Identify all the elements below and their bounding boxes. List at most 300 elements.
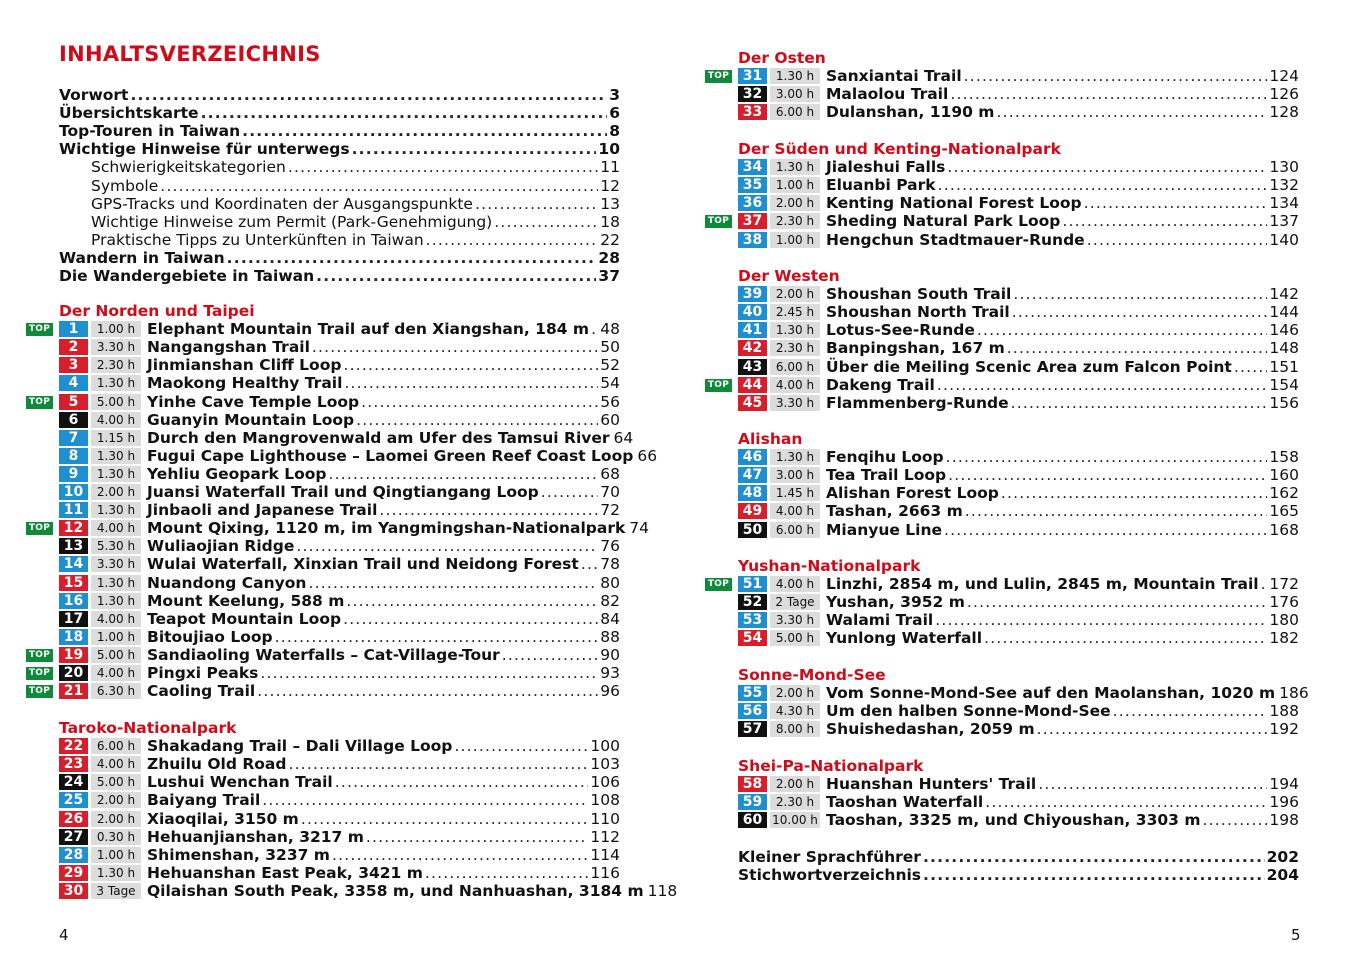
leader-dots xyxy=(425,864,589,882)
leader-dots xyxy=(1087,231,1268,249)
toc-entry-label: Übersichtskarte xyxy=(59,104,199,123)
tour-duration: 4.00 h xyxy=(770,576,820,592)
tour-duration: 4.00 h xyxy=(91,611,141,627)
tour-number: 15 xyxy=(59,575,88,591)
top-tour-badge: TOP xyxy=(705,578,732,591)
leader-dots xyxy=(946,448,1268,466)
tour-entry-page: 93 xyxy=(600,664,620,682)
leader-dots xyxy=(965,502,1268,520)
leader-dots xyxy=(923,866,1265,884)
tour-entry-page: 172 xyxy=(1269,575,1299,594)
tour-entry xyxy=(826,394,1299,412)
tour-duration: 2.45 h xyxy=(770,304,820,320)
tour-entry-label: Malaolou Trail xyxy=(826,85,949,104)
tour-entry xyxy=(147,791,620,809)
tour-entry xyxy=(147,519,650,538)
tour-entry xyxy=(147,465,620,483)
tour-entry xyxy=(147,773,620,791)
tour-entry xyxy=(826,484,1299,502)
leader-dots xyxy=(1038,775,1267,793)
tour-duration: 0.30 h xyxy=(91,829,141,845)
tour-entry-page: 194 xyxy=(1269,775,1299,794)
tour-entry xyxy=(147,646,620,664)
tour-entry-page: 192 xyxy=(1269,720,1299,739)
tour-duration: 2.00 h xyxy=(91,792,141,808)
tour-entry-label: Shimenshan, 3237 m xyxy=(147,845,330,864)
tour-entry-page: 64 xyxy=(613,428,634,447)
toc-entry-page: 18 xyxy=(600,212,620,231)
tour-duration: 2.00 h xyxy=(770,195,820,211)
tour-number: 17 xyxy=(59,611,88,627)
leader-dots xyxy=(502,646,598,664)
toc-entry-page: 3 xyxy=(609,86,620,104)
leader-dots xyxy=(1203,811,1268,829)
tour-entry xyxy=(826,702,1299,720)
tour-number: 43 xyxy=(738,359,767,375)
tour-number: 30 xyxy=(59,883,88,899)
tour-entry-label: Jinmianshan Cliff Loop xyxy=(147,356,342,375)
tour-entry-page: 108 xyxy=(590,791,620,810)
tour-entry-label: Shoushan North Trail xyxy=(826,303,1010,322)
tour-entry xyxy=(826,303,1299,321)
tour-entry-label: Nangangshan Trail xyxy=(147,338,310,357)
tour-entry xyxy=(826,376,1299,394)
leader-dots xyxy=(379,501,598,519)
tour-duration: 2.00 h xyxy=(770,286,820,302)
leader-dots xyxy=(591,320,598,338)
tour-entry-page: 84 xyxy=(600,609,620,628)
tour-duration: 1.30 h xyxy=(91,466,141,482)
tour-entry xyxy=(147,356,620,374)
tour-entry xyxy=(147,501,620,519)
tour-entry-label: Huanshan Hunters' Trail xyxy=(826,775,1037,794)
tour-entry-label: Qilaishan South Peak, 3358 m, und Nanhuashan, 3184 m xyxy=(147,881,644,900)
tour-duration: 6.30 h xyxy=(91,683,141,699)
tour-entry xyxy=(147,393,620,411)
section-title: Der Süden und Kenting-Nationalpark xyxy=(738,140,1061,158)
tour-number: 20 xyxy=(59,665,88,681)
tour-entry-page: 146 xyxy=(1269,321,1299,340)
leader-dots xyxy=(301,810,589,828)
tour-number: 12 xyxy=(59,520,88,536)
tour-entry-label: Lushui Wenchan Trail xyxy=(147,773,333,792)
tour-duration: 5.00 h xyxy=(91,394,141,410)
tour-duration: 3.30 h xyxy=(91,556,141,572)
tour-duration: 5.00 h xyxy=(91,774,141,790)
tour-number: 26 xyxy=(59,811,88,827)
tour-entry-page: 80 xyxy=(600,573,620,592)
tour-number: 22 xyxy=(59,738,88,754)
tour-duration: 4.00 h xyxy=(770,503,820,519)
tour-duration: 1.00 h xyxy=(91,847,141,863)
tour-number: 8 xyxy=(59,448,88,464)
tour-entry-page: 186 xyxy=(1279,684,1309,703)
tour-entry-page: 148 xyxy=(1269,339,1299,358)
tour-duration: 2.30 h xyxy=(770,340,820,356)
tour-duration: 5.00 h xyxy=(91,647,141,663)
tour-duration: 4.00 h xyxy=(91,756,141,772)
tour-number: 34 xyxy=(738,159,767,175)
tour-duration: 3.30 h xyxy=(770,395,820,411)
tour-duration: 6.00 h xyxy=(770,522,820,538)
toc-entry xyxy=(91,231,620,249)
leader-dots xyxy=(343,610,598,628)
tour-duration: 2.00 h xyxy=(770,685,820,701)
tour-duration: 2.30 h xyxy=(91,357,141,373)
tour-entry xyxy=(826,611,1299,629)
leader-dots xyxy=(985,793,1267,811)
toc-entry-page: 13 xyxy=(600,194,620,213)
tour-number: 48 xyxy=(738,485,767,501)
leader-dots xyxy=(967,593,1268,611)
tour-entry-page: 188 xyxy=(1269,702,1299,721)
leader-dots xyxy=(328,465,598,483)
tour-duration: 6.00 h xyxy=(91,738,141,754)
tour-number: 4 xyxy=(59,375,88,391)
tour-entry-page: 96 xyxy=(600,682,620,701)
tour-entry xyxy=(147,446,658,465)
tour-entry xyxy=(826,358,1299,376)
leader-dots xyxy=(541,483,598,501)
toc-entry-label: Top-Touren in Taiwan xyxy=(59,122,241,141)
top-tour-badge: TOP xyxy=(26,396,53,409)
leader-dots xyxy=(1037,720,1268,738)
leader-dots xyxy=(475,195,598,213)
leader-dots xyxy=(1007,339,1268,357)
tour-entry-label: Shakadang Trail – Dali Village Loop xyxy=(147,737,453,756)
tour-number: 33 xyxy=(738,104,767,120)
toc-entry-label: Vorwort xyxy=(59,86,129,104)
toc-entry xyxy=(738,866,1299,884)
leader-dots xyxy=(996,103,1267,121)
leader-dots xyxy=(356,411,598,429)
leader-dots xyxy=(977,321,1268,339)
tour-number: 57 xyxy=(738,721,767,737)
leader-dots xyxy=(1261,575,1268,593)
tour-duration: 10.00 h xyxy=(770,812,820,828)
tour-number: 27 xyxy=(59,829,88,845)
tour-number: 29 xyxy=(59,865,88,881)
leader-dots xyxy=(581,555,598,573)
tour-entry-page: 112 xyxy=(590,827,620,846)
tour-entry-label: Flammenberg-Runde xyxy=(826,393,1009,412)
tour-number: 7 xyxy=(59,430,88,446)
tour-entry-label: Nuandong Canyon xyxy=(147,573,307,592)
tour-entry-label: Eluanbi Park xyxy=(826,176,936,195)
tour-number: 46 xyxy=(738,449,767,465)
tour-entry-page: 114 xyxy=(590,845,620,864)
tour-entry-page: 56 xyxy=(600,392,620,411)
tour-entry-page: 144 xyxy=(1269,303,1299,322)
toc-entry-page: 37 xyxy=(598,267,620,285)
tour-entry-label: Hehuanjianshan, 3217 m xyxy=(147,827,364,846)
tour-entry-label: Fenqihu Loop xyxy=(826,448,944,467)
tour-entry-page: 182 xyxy=(1269,629,1299,648)
tour-entry-label: Elephant Mountain Trail auf den Xiangshan, 184 m xyxy=(147,320,590,339)
tour-entry-label: Bitoujiao Loop xyxy=(147,627,273,646)
tour-entry-label: Mount Qixing, 1120 m, im Yangmingshan-Nationalpark xyxy=(147,519,626,538)
top-tour-badge: TOP xyxy=(705,215,732,228)
toc-entry-page: 204 xyxy=(1266,866,1299,885)
tour-number: 58 xyxy=(738,776,767,792)
toc-entry xyxy=(59,249,620,267)
tour-entry-label: Baiyang Trail xyxy=(147,791,261,810)
tour-number: 56 xyxy=(738,703,767,719)
tour-entry xyxy=(147,628,620,646)
toc-entry-label: Schwierigkeitskategorien xyxy=(91,158,286,177)
leader-dots xyxy=(1011,394,1268,412)
leader-dots xyxy=(1062,212,1267,230)
tour-entry xyxy=(147,483,620,501)
leader-dots xyxy=(130,86,607,104)
tour-number: 35 xyxy=(738,177,767,193)
leader-dots xyxy=(289,755,589,773)
tour-entry-page: 196 xyxy=(1269,793,1299,812)
tour-duration: 4.00 h xyxy=(770,377,820,393)
tour-entry xyxy=(826,158,1299,176)
tour-entry-page: 106 xyxy=(590,773,620,792)
toc-entry-page: 8 xyxy=(609,122,620,141)
leader-dots xyxy=(316,267,596,285)
tour-duration: 2.00 h xyxy=(91,811,141,827)
tour-duration: 5.30 h xyxy=(91,538,141,554)
section-title: Yushan-Nationalpark xyxy=(738,557,921,575)
tour-duration: 1.30 h xyxy=(91,865,141,881)
tour-number: 51 xyxy=(738,576,767,592)
tour-number: 14 xyxy=(59,556,88,572)
leader-dots xyxy=(1084,194,1268,212)
leader-dots xyxy=(964,67,1268,85)
toc-entry-page: 22 xyxy=(600,230,620,249)
leader-dots xyxy=(335,773,589,791)
tour-number: 13 xyxy=(59,538,88,554)
tour-number: 38 xyxy=(738,232,767,248)
tour-entry xyxy=(826,502,1299,520)
tour-entry-label: Shuishedashan, 2059 m xyxy=(826,720,1035,739)
tour-entry-label: Yehliu Geopark Loop xyxy=(147,464,327,483)
tour-entry-label: Juansi Waterfall Trail und Qingtiangang Loop xyxy=(147,483,539,501)
toc-entry-page: 12 xyxy=(600,176,620,195)
toc-entry-page: 11 xyxy=(600,158,620,177)
tour-entry-label: Yunlong Waterfall xyxy=(826,629,983,648)
tour-entry-page: 103 xyxy=(590,755,620,774)
tour-entry-page: 118 xyxy=(647,881,678,900)
tour-duration: 3 Tage xyxy=(91,883,141,899)
top-tour-badge: TOP xyxy=(705,379,732,392)
section-title: Der Norden und Taipei xyxy=(59,302,255,320)
tour-entry xyxy=(147,846,620,864)
section-title: Sonne-Mond-See xyxy=(738,666,886,684)
tour-entry xyxy=(826,448,1299,466)
tour-entry xyxy=(147,338,620,356)
section-title: Shei-Pa-Nationalpark xyxy=(738,757,924,775)
tour-entry-page: 130 xyxy=(1269,158,1299,177)
leader-dots xyxy=(366,828,589,846)
tour-entry xyxy=(826,575,1299,593)
tour-entry xyxy=(826,67,1299,85)
tour-entry-label: Sandiaoling Waterfalls – Cat-Village-Tour xyxy=(147,645,500,664)
tour-entry xyxy=(826,720,1299,738)
tour-number: 42 xyxy=(738,340,767,356)
tour-entry xyxy=(147,320,620,338)
leader-dots xyxy=(361,393,598,411)
tour-entry-label: Vom Sonne-Mond-See auf den Maolanshan, 1020 m xyxy=(826,684,1276,703)
tour-number: 55 xyxy=(738,685,767,701)
tour-duration: 1.30 h xyxy=(770,159,820,175)
section-title: Taroko-Nationalpark xyxy=(59,719,237,737)
toc-entry-label: Wandern in Taiwan xyxy=(59,248,225,267)
tour-duration: 4.00 h xyxy=(91,520,141,536)
tour-number: 44 xyxy=(738,377,767,393)
tour-entry-page: 68 xyxy=(600,464,620,483)
leader-dots xyxy=(1013,285,1267,303)
tour-duration: 1.00 h xyxy=(91,629,141,645)
tour-entry-label: Sheding Natural Park Loop xyxy=(826,212,1061,231)
tour-entry-label: Dulanshan, 1190 m xyxy=(826,103,995,122)
tour-number: 1 xyxy=(59,321,88,337)
leader-dots xyxy=(944,521,1267,539)
tour-entry xyxy=(826,103,1299,121)
tour-entry xyxy=(147,810,620,828)
top-tour-badge: TOP xyxy=(26,667,53,680)
tour-duration: 1.30 h xyxy=(91,593,141,609)
tour-entry-label: Sanxiantai Trail xyxy=(826,67,962,86)
tour-entry-page: 110 xyxy=(590,809,620,828)
leader-dots xyxy=(1001,484,1268,502)
tour-number: 28 xyxy=(59,847,88,863)
tour-number: 6 xyxy=(59,412,88,428)
tour-duration: 3.00 h xyxy=(770,86,820,102)
tour-entry-label: Über die Meiling Scenic Area zum Falcon Point xyxy=(826,357,1232,376)
tour-entry xyxy=(826,593,1299,611)
tour-entry-page: 128 xyxy=(1269,103,1299,122)
tour-entry xyxy=(826,339,1299,357)
tour-number: 9 xyxy=(59,466,88,482)
tour-number: 45 xyxy=(738,395,767,411)
tour-entry-page: 82 xyxy=(600,591,620,610)
tour-number: 52 xyxy=(738,594,767,610)
tour-duration: 1.00 h xyxy=(91,321,141,337)
tour-entry-page: 132 xyxy=(1269,176,1299,195)
leader-dots xyxy=(257,682,598,700)
tour-entry-label: Teapot Mountain Loop xyxy=(147,609,342,628)
tour-entry-label: Maokong Healthy Trail xyxy=(147,374,343,393)
toc-entry-label: Symbole xyxy=(91,176,159,195)
tour-entry-page: 66 xyxy=(637,446,658,465)
toc-entry-page: 202 xyxy=(1266,848,1299,866)
toc-entry xyxy=(59,267,620,285)
leader-dots xyxy=(948,466,1267,484)
tour-entry xyxy=(147,828,620,846)
leader-dots xyxy=(1234,358,1268,376)
tour-entry-page: 198 xyxy=(1269,811,1299,830)
tour-entry-page: 156 xyxy=(1269,393,1299,412)
tour-duration: 4.30 h xyxy=(770,703,820,719)
tour-duration: 1.00 h xyxy=(770,232,820,248)
tour-entry-page: 76 xyxy=(600,537,620,556)
top-tour-badge: TOP xyxy=(26,649,53,662)
top-tour-badge: TOP xyxy=(26,323,53,336)
tour-entry-label: Mount Keelung, 588 m xyxy=(147,591,345,610)
tour-entry-page: 134 xyxy=(1269,194,1299,213)
toc-entry xyxy=(59,104,620,122)
tour-entry-page: 140 xyxy=(1269,230,1299,249)
leader-dots xyxy=(426,231,599,249)
leader-dots xyxy=(242,122,607,140)
leader-dots xyxy=(1113,702,1268,720)
tour-duration: 4.00 h xyxy=(91,412,141,428)
leader-dots xyxy=(275,628,599,646)
toc-entry xyxy=(59,86,620,104)
leader-dots xyxy=(262,791,588,809)
tour-entry xyxy=(826,176,1299,194)
tour-entry-page: 124 xyxy=(1269,67,1299,86)
leader-dots xyxy=(346,592,598,610)
tour-entry-label: Yinhe Cave Temple Loop xyxy=(147,392,360,411)
tour-entry-label: Wuliaojian Ridge xyxy=(147,537,295,556)
leader-dots xyxy=(343,356,598,374)
tour-duration: 6.00 h xyxy=(770,104,820,120)
leader-dots xyxy=(352,140,597,158)
tour-duration: 1.30 h xyxy=(91,448,141,464)
tour-duration: 8.00 h xyxy=(770,721,820,737)
tour-entry xyxy=(826,521,1299,539)
tour-duration: 1.30 h xyxy=(91,375,141,391)
tour-entry-page: 54 xyxy=(600,374,620,393)
tour-number: 47 xyxy=(738,467,767,483)
toc-entry-label: GPS-Tracks und Koordinaten der Ausgangspunkte xyxy=(91,194,473,213)
tour-entry-page: 160 xyxy=(1269,466,1299,485)
tour-number: 31 xyxy=(738,68,767,84)
toc-entry-page: 28 xyxy=(598,248,620,267)
tour-number: 11 xyxy=(59,502,88,518)
tour-entry-page: 100 xyxy=(590,737,620,756)
tour-entry-page: 168 xyxy=(1269,520,1299,539)
tour-entry-label: Walami Trail xyxy=(826,611,934,630)
tour-entry xyxy=(147,682,620,700)
toc-entry-label: Wichtige Hinweise für unterwegs xyxy=(59,140,350,159)
tour-entry-label: Jinbaoli and Japanese Trail xyxy=(147,501,378,520)
tour-entry-page: 137 xyxy=(1269,212,1299,231)
leader-dots xyxy=(950,85,1267,103)
toc-entry-label: Kleiner Sprachführer xyxy=(738,848,921,866)
tour-number: 24 xyxy=(59,774,88,790)
leader-dots xyxy=(1012,303,1268,321)
tour-entry xyxy=(826,212,1299,230)
tour-entry-page: 180 xyxy=(1269,611,1299,630)
leader-dots xyxy=(288,158,598,176)
tour-duration: 3.00 h xyxy=(770,467,820,483)
tour-entry xyxy=(147,864,620,882)
tour-duration: 1.30 h xyxy=(770,68,820,84)
toc-entry-label: Praktische Tipps zu Unterkünften in Taiwan xyxy=(91,230,424,249)
tour-number: 36 xyxy=(738,195,767,211)
tour-entry xyxy=(147,737,620,755)
tour-number: 19 xyxy=(59,647,88,663)
tour-entry-page: 154 xyxy=(1269,375,1299,394)
tour-number: 23 xyxy=(59,756,88,772)
toc-entry xyxy=(91,177,620,195)
leader-dots xyxy=(332,846,588,864)
tour-entry xyxy=(826,629,1299,647)
toc-entry xyxy=(738,848,1299,866)
tour-entry-label: Xiaoqilai, 3150 m xyxy=(147,809,299,828)
tour-entry-page: 78 xyxy=(600,555,620,574)
leader-dots xyxy=(937,376,1268,394)
tour-number: 40 xyxy=(738,304,767,320)
tour-entry xyxy=(826,321,1299,339)
tour-duration: 1.30 h xyxy=(91,575,141,591)
